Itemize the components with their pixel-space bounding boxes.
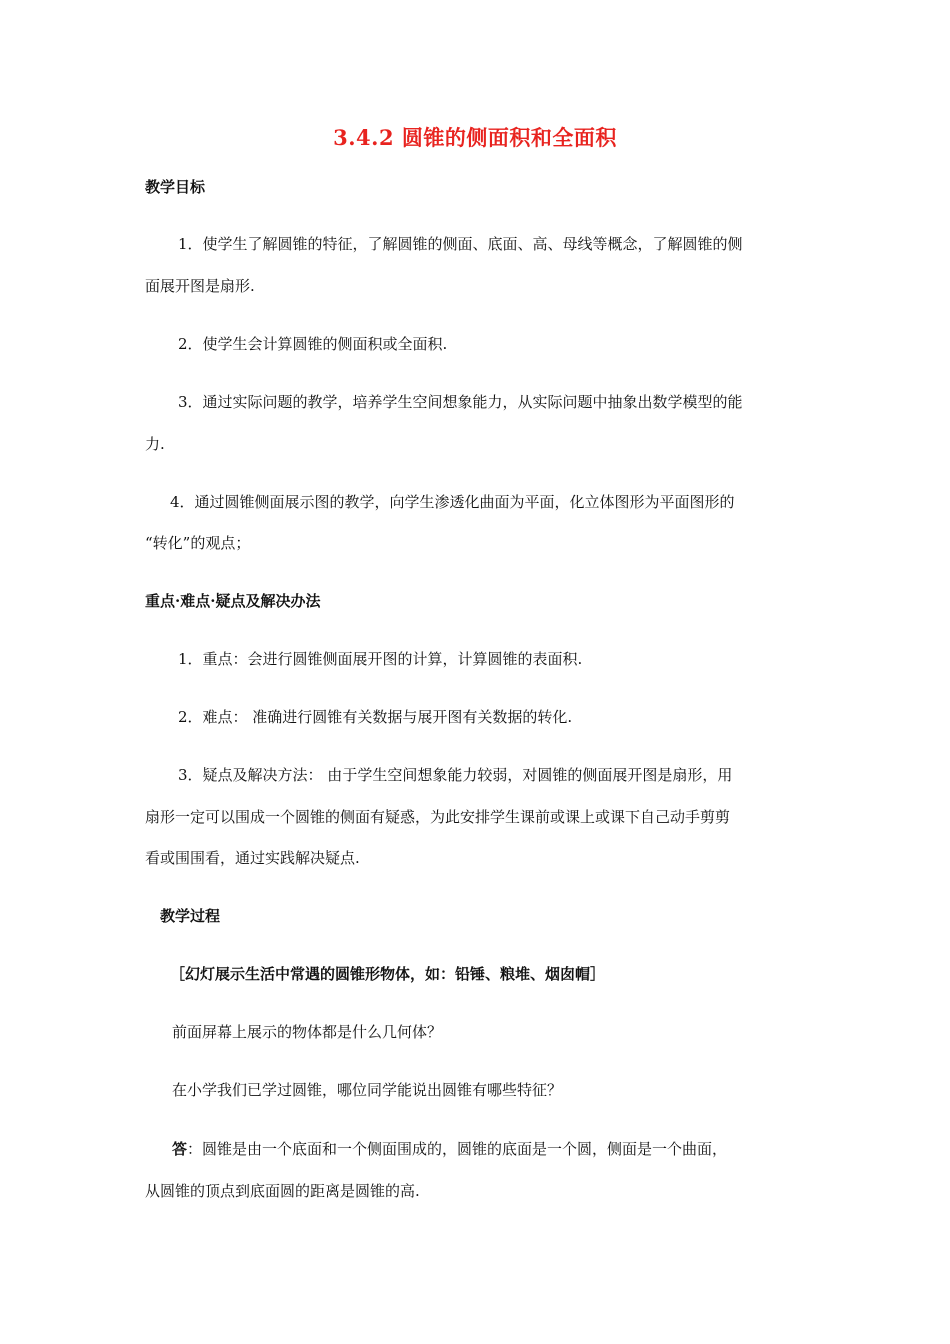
- objective-1-line1: 1．使学生了解圆锥的特征，了解圆锥的侧面、底面、高、母线等概念，了解圆锥的侧: [178, 235, 743, 253]
- section-heading-keypoints: 重点·难点·疑点及解决办法: [145, 592, 321, 610]
- question-1: 前面屏幕上展示的物体都是什么几何体？: [172, 1023, 443, 1041]
- section-heading-objectives: 教学目标: [145, 178, 206, 196]
- objective-4-line2: “转化”的观点；: [145, 534, 251, 552]
- objective-3-line1: 3．通过实际问题的教学，培养学生空间想象能力，从实际问题中抽象出数学模型的能: [178, 393, 743, 411]
- answer-label: 答: [172, 1140, 188, 1158]
- section-heading-process: 教学过程: [160, 907, 221, 925]
- keypoint-3-line3: 看或围围看，通过实践解决疑点.: [145, 849, 360, 867]
- keypoint-3-line2: 扇形一定可以围成一个圆锥的侧面有疑惑，为此安排学生课前或课上或课下自己动手剪剪: [145, 808, 731, 826]
- question-2: 在小学我们已学过圆锥，哪位同学能说出圆锥有哪些特征？: [172, 1081, 563, 1099]
- answer-text: ：圆锥是由一个底面和一个侧面围成的，圆锥的底面是一个圆，侧面是一个曲面，: [187, 1140, 728, 1158]
- answer-line2: 从圆锥的顶点到底面圆的距离是圆锥的高.: [145, 1182, 420, 1200]
- page-title: 3.4.2 圆锥的侧面积和全面积: [333, 125, 617, 150]
- keypoint-3-line1: 3．疑点及解决方法： 由于学生空间想象能力较弱，对圆锥的侧面展开图是扇形，用: [178, 766, 733, 784]
- objective-2-line1: 2．使学生会计算圆锥的侧面积或全面积.: [178, 335, 448, 353]
- objective-1-line2: 面展开图是扇形.: [145, 277, 255, 295]
- keypoint-2-line1: 2．难点： 准确进行圆锥有关数据与展开图有关数据的转化.: [178, 708, 573, 726]
- answer-line1: [172, 1138, 727, 1159]
- objective-3-line2: 力.: [145, 435, 165, 453]
- slide-note: ［幻灯展示生活中常遇的圆锥形物体，如：铅锤、粮堆、烟囱帽］: [170, 965, 606, 983]
- keypoint-1-line1: 1．重点：会进行圆锥侧面展开图的计算，计算圆锥的表面积.: [178, 650, 583, 668]
- objective-4-line1: 4．通过圆锥侧面展示图的教学，向学生渗透化曲面为平面，化立体图形为平面图形的: [170, 493, 735, 511]
